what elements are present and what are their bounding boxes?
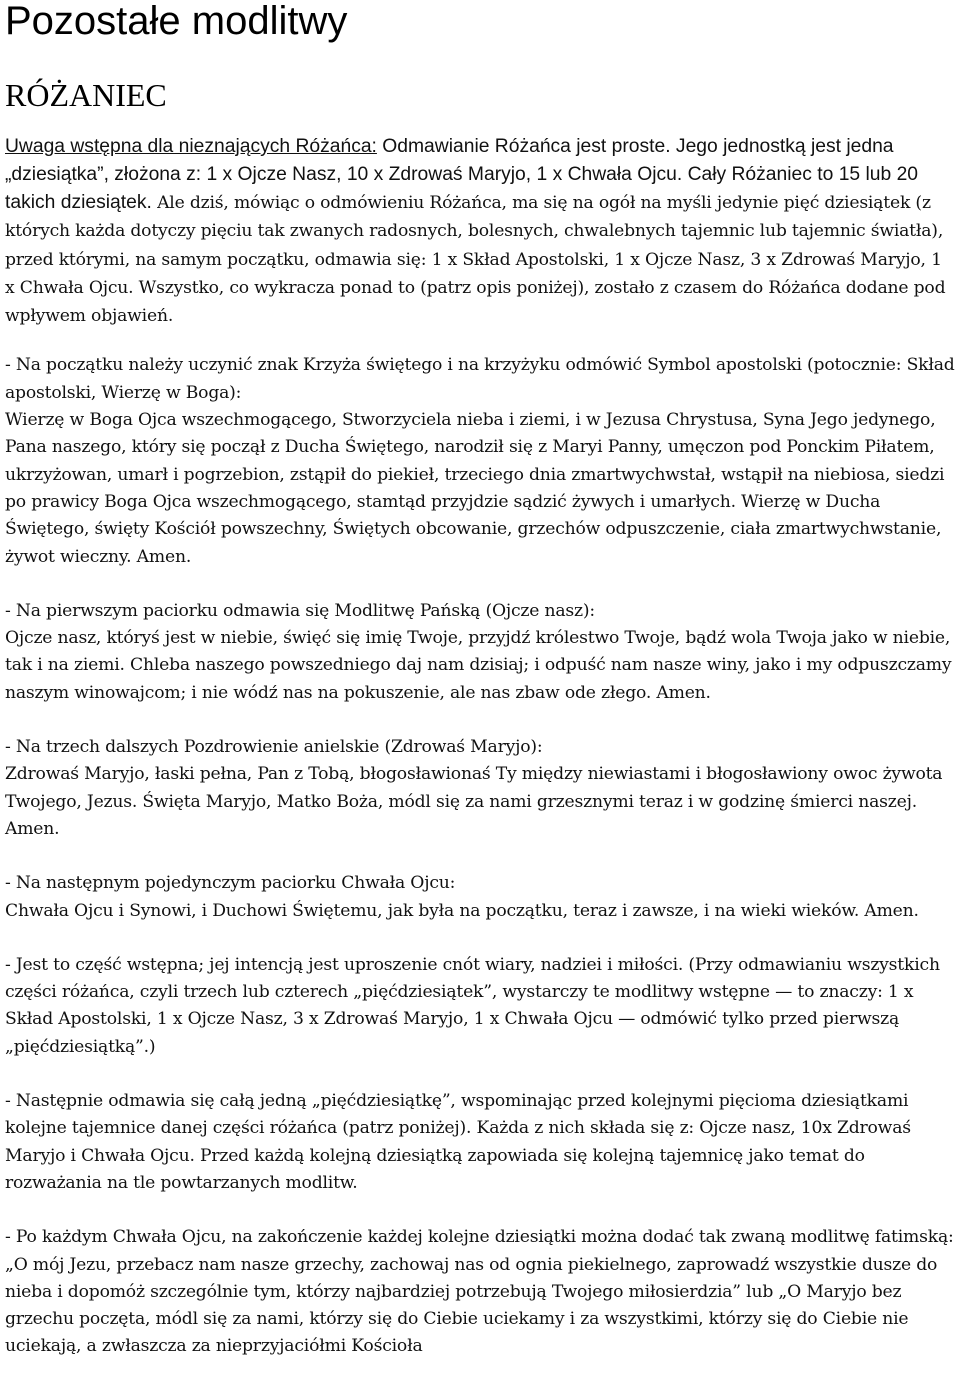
step-paragraph xyxy=(5,870,955,925)
step-paragraph xyxy=(5,352,955,570)
page-title: Pozostałe modlitwy xyxy=(5,0,348,43)
document-page xyxy=(5,0,955,1388)
step-prayer: Wierzę w Boga Ojca wszechmogącego, Stworzyciela nieba i ziemi, i w Jezusa Chrystusa, Syna Jego jedynego, Pana naszego, który się począł z Ducha Świętego, narodził się z Maryi Panny, umęczon pod Ponckim Piłatem, ukrzyżowan, umarł i pogrzebion, zstąpił do piekieł, trzeciego dnia zmartwychwstał, wstąpił na niebiosa, siedzi po prawicy Boga Ojca wszechmogącego, stamtąd przyjdzie sądzić żywych i umarłych. Wierzę w Ducha Świętego, święty Kościół powszechny, Świętych obcowanie, grzechów odpuszczenie, ciała zmartwychwstanie, żywot wieczny. Amen. xyxy=(5,410,945,567)
step-intro: - Po każdym Chwała Ojcu, na zakończenie każdej kolejne dziesiątki można dodać tak zwaną modlitwę fatimską: „O mój Jezu, przebacz nam nasze grzechy, zachowaj nas od ognia piekielnego, zaprowadź wszystkie dusze do nieba i dopomóż szczególnie tym, którzy najbardziej potrzebują Twojego miłosierdzia” lub „O Maryjo bez grzechu poczęta, módl się za nami, którzy się do Ciebie uciekamy i za wszystkimi, którzy się do Ciebie nie uciekają, a zwłaszcza za nieprzyjaciółmi Kościoła xyxy=(5,1227,954,1357)
step-paragraph xyxy=(5,952,955,1061)
step-intro: - Następnie odmawia się całą jedną „pięćdziesiątkę”, wspominając przed kolejnymi pięcioma dziesiątkami kolejne tajemnice danej części różańca (patrz poniżej). Każda z nich składa się z: Ojcze nasz, 10x Zdrowaś Maryjo i Chwała Ojcu. Przed każdą kolejną dziesiątką zapowiada się kolejną tajemnicę jako temat do rozważania na tle powtarzanych modlitw. xyxy=(5,1091,911,1193)
section-title: RÓŻANIEC xyxy=(5,77,167,113)
step-intro: - Jest to część wstępna; jej intencją jest uproszenie cnót wiary, nadziei i miłości. (Przy odmawianiu wszystkich części różańca, czyli trzech lub czterech „pięćdziesiątek”, wystarczy te modlitwy wstępne — to znaczy: 1 x Skład Apostolski, 1 x Ojcze Nasz, 3 x Zdrowaś Maryjo, 1 x Chwała Ojcu — odmówić tylko przed pierwszą „pięćdziesiątką”.) xyxy=(5,954,940,1057)
step-paragraph xyxy=(5,598,955,707)
step-prayer: Chwała Ojcu i Synowi, i Duchowi Świętemu, jak była na początku, teraz i zawsze, i na wieki wieków. Amen. xyxy=(5,900,919,921)
intro-note-label: Uwaga wstępna dla nieznających Różańca: xyxy=(5,136,377,157)
step-prayer: Zdrowaś Maryjo, łaski pełna, Pan z Tobą, błogosławionaś Ty między niewiastami i błogosławiony owoc żywota Twojego, Jezus. Święta Maryjo, Matko Boża, módl się za nami grzesznymi teraz i w godzinę śmierci naszej. Amen. xyxy=(5,764,943,839)
rosary-steps xyxy=(5,352,955,1360)
step-intro: - Na trzech dalszych Pozdrowienie anielskie (Zdrowaś Maryjo): xyxy=(5,737,543,758)
step-intro: - Na początku należy uczynić znak Krzyża świętego i na krzyżyku odmówić Symbol apostolski (potocznie: Skład apostolski, Wierzę w Boga): xyxy=(5,355,955,403)
step-paragraph xyxy=(5,1224,955,1360)
step-paragraph xyxy=(5,734,955,843)
step-paragraph xyxy=(5,1088,955,1197)
step-intro: - Na następnym pojedynczym paciorku Chwała Ojcu: xyxy=(5,873,456,894)
step-intro: - Na pierwszym paciorku odmawia się Modlitwę Pańską (Ojcze nasz): xyxy=(5,600,595,621)
step-prayer: Ojcze nasz, któryś jest w niebie, święć się imię Twoje, przyjdź królestwo Twoje, bądź wola Twoja jako w niebie, tak i na ziemi. Chleba naszego powszedniego daj nam dzisiaj; i odpuść nam nasze winy, jako i my odpuszczamy naszym winowajcom; i nie wódź nas na pokuszenie, ale nas zbaw ode złego. Amen. xyxy=(5,628,952,703)
intro-text-serif: Ale dziś, mówiąc o odmówieniu Różańca, ma się na ogół na myśli jedynie pięć dziesiątek (z których każda dotyczy pięciu tak zwanych radosnych, bolesnych, chwalebnych tajemnic lub tajemnic światła), przed którymi, na samym początku, odmawia się: 1 x Skład Apostolski, 1 x Ojcze Nasz, 3 x Zdrowaś Maryjo, 1 x Chwała Ojcu. Wszystko, co wykracza ponad to (patrz opis poniżej), zostało z czasem do Różańca dodane pod wpływem objawień. xyxy=(5,193,946,327)
intro-text-sans: Odmawianie Różańca jest proste. Jego jednostką jest jedna „dziesiątka”, złożona z: 1 x Ojcze Nasz, 10 x Zdrowaś Maryjo, 1 x Chwała Ojcu. Cały Różaniec to 15 lub 20 takich dziesiątek. xyxy=(5,136,919,213)
intro-paragraph xyxy=(5,133,955,330)
